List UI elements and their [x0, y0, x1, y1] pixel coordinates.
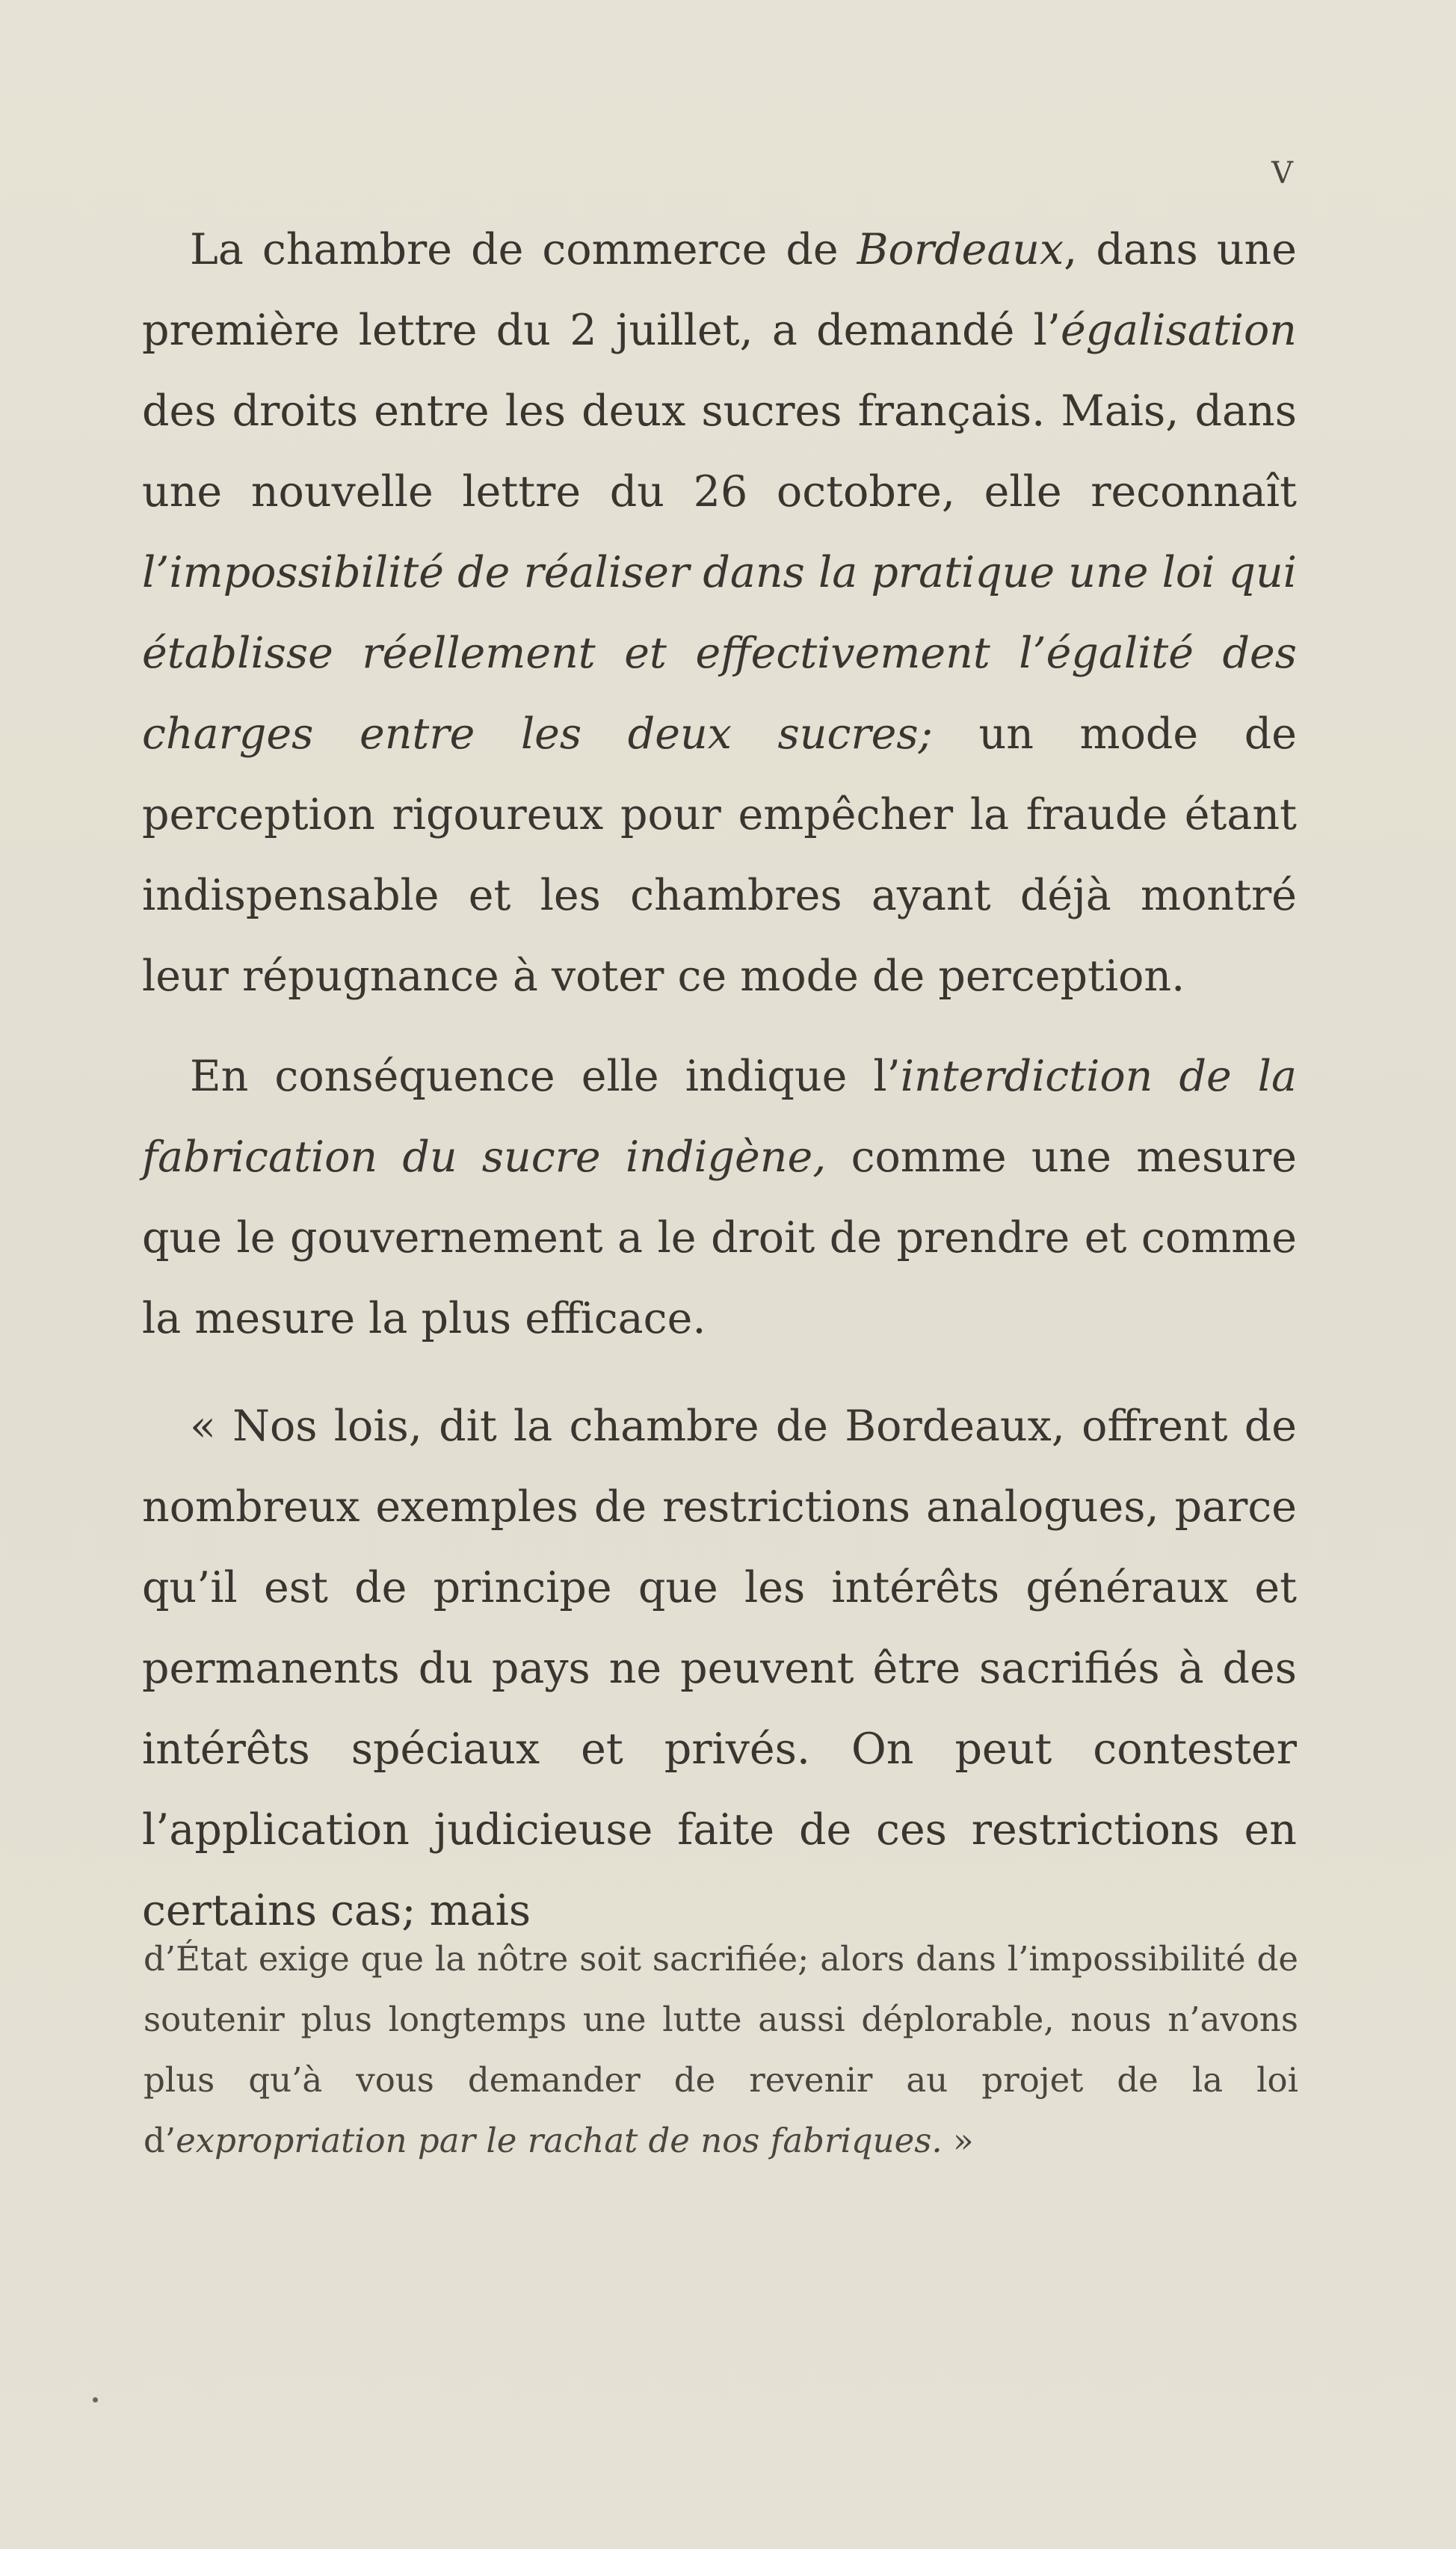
text-segment: comme une mesure que le gouvernement a le droit de prendre et comme la mesure la plus efficace. — [142, 1132, 1297, 1343]
paper-speck — [93, 2397, 98, 2402]
italic-segment: expropriation par le rachat de nos fabriques. — [176, 2121, 943, 2160]
page-number: V — [1271, 156, 1293, 191]
paragraph-chambre-bordeaux — [142, 209, 1297, 1017]
text-segment: des droits entre les deux sucres français. Mais, dans une nouvelle lettre du 26 octobre, elle reconnaît — [142, 386, 1297, 517]
text-segment: un mode de perception rigoureux pour empêcher la fraude étant indispensable et les chambres ayant déjà montré leur répugnance à voter ce mode de perception. — [142, 709, 1297, 1001]
text-segment: La chambre de commerce de — [190, 225, 857, 274]
italic-segment: Bordeaux — [857, 225, 1064, 274]
text-segment: » — [942, 2121, 974, 2160]
italic-segment: interdiction de la fabrication du sucre indigène, — [142, 1052, 1297, 1182]
text-segment: , dans une première lettre du 2 juillet, a demandé l’ — [142, 225, 1297, 355]
italic-segment: l’impossibilité de réaliser dans la pratique une loi qui établisse réellement et effectivement l’égalité des charges entre les deux sucres; — [142, 548, 1297, 759]
text-segment: d’État exige que la nôtre soit sacrifiée; alors dans l’impossibilité de soutenir plus longtemps une lutte aussi déplorable, nous n’avons plus qu’à vous demander de revenir au projet de la loi d’ — [144, 1939, 1298, 2160]
text-segment: « Nos lois, dit la chambre de Bordeaux, offrent de nombreux exemples de restrictions analogues, parce qu’il est de principe que les intérêts généraux et permanents du pays ne peuvent être sacrifiés à des intérêts spéciaux et privés. On peut contester l’application judicieuse faite de ces restrictions en certains cas; mais — [142, 1402, 1297, 1935]
main-text — [142, 209, 1297, 1951]
paragraph-consequence — [142, 1036, 1297, 1359]
footnote-text — [144, 1929, 1298, 2171]
italic-segment: égalisation — [1060, 306, 1297, 355]
paragraph-quotation — [142, 1386, 1297, 1951]
text-segment: En conséquence elle indique l’ — [190, 1052, 901, 1101]
footnote — [144, 1929, 1298, 2171]
